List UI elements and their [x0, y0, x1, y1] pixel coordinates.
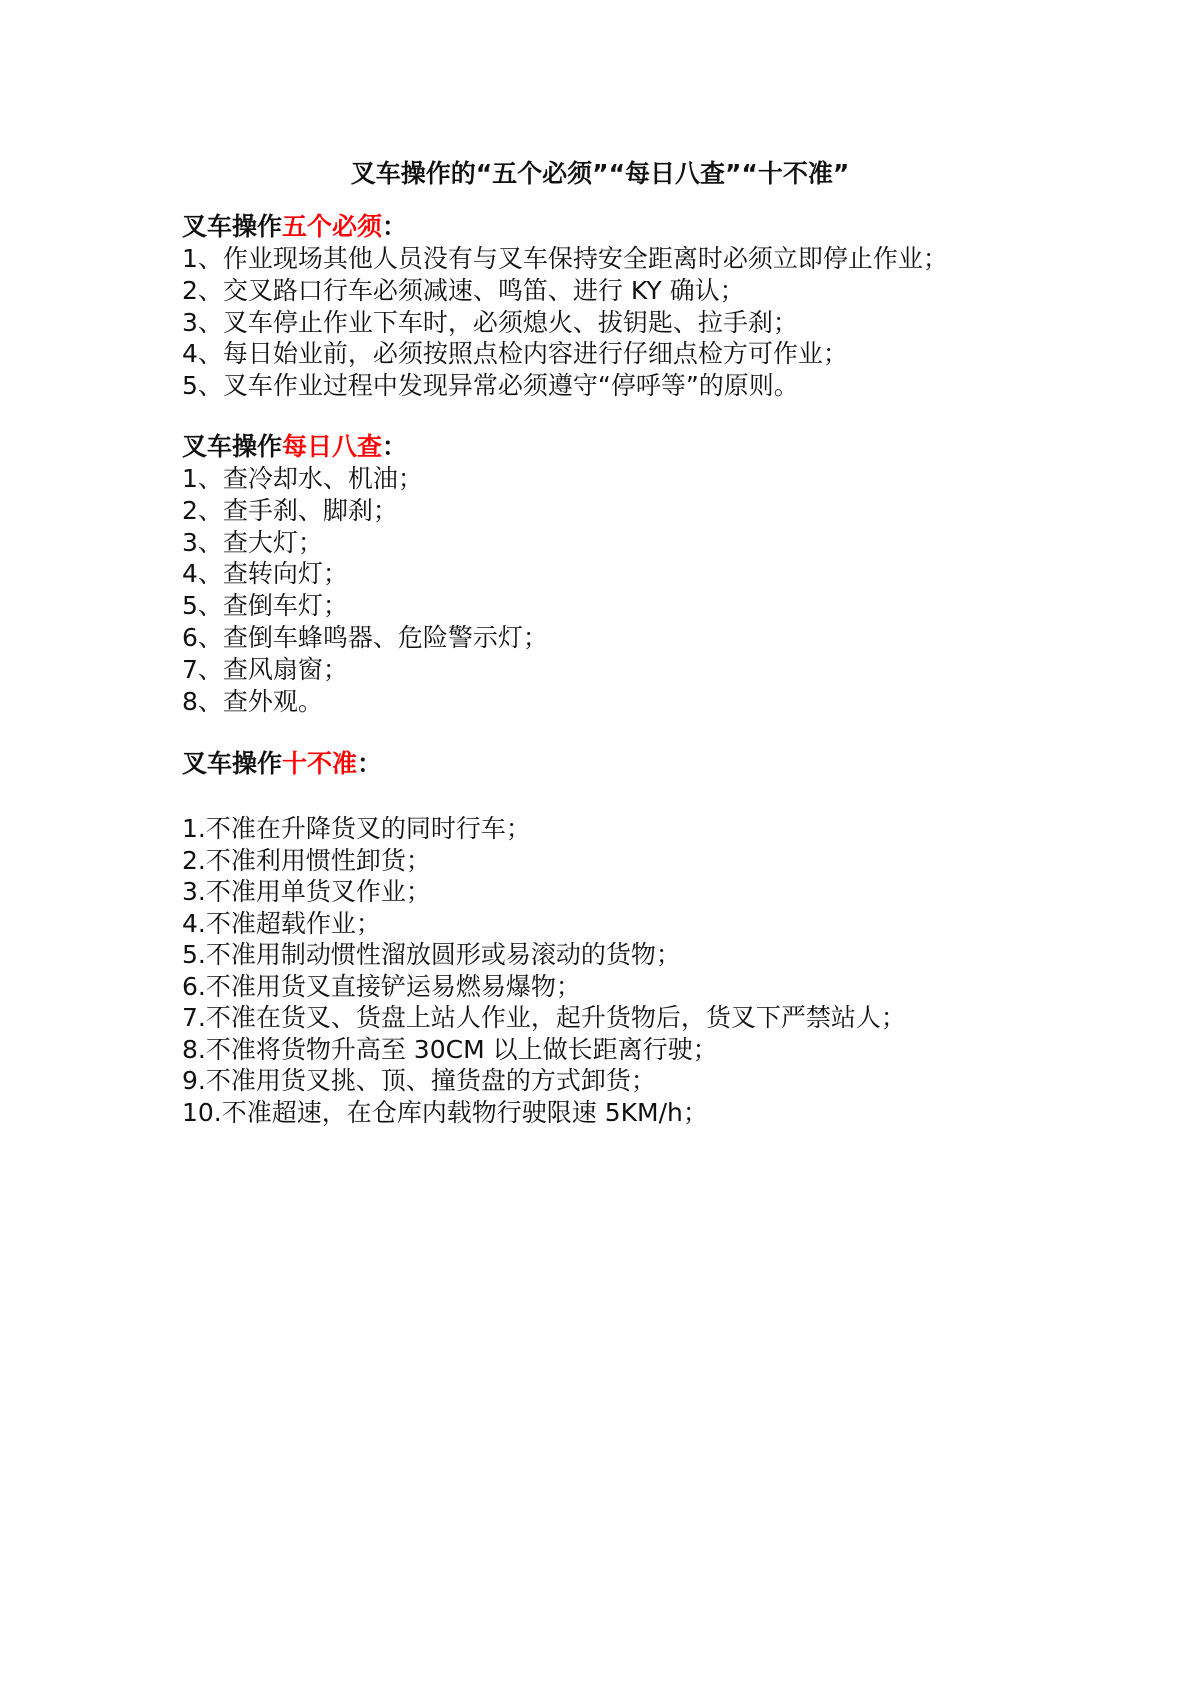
- list-item: 3.不准用单货叉作业；: [182, 877, 431, 906]
- list-item: 10.不准超速，在仓库内载物行驶限速 5KM/h；: [182, 1097, 708, 1127]
- list-item: 5.不准用制动惯性溜放圆形或易滚动的货物；: [182, 940, 681, 969]
- list-item: 9.不准用货叉挑、顶、撞货盘的方式卸货；: [182, 1066, 656, 1095]
- section-heading-ten-prohibitions: [182, 748, 1142, 780]
- section-daily-eight-checks: [182, 431, 1142, 717]
- list-item: 6、查倒车蜂鸣器、危险警示灯；: [182, 622, 548, 652]
- section-ten-prohibitions: [182, 813, 1142, 1128]
- list-item: 5、叉车作业过程中发现异常必须遵守“停呼等”的原则。: [182, 371, 799, 401]
- section-five-musts: [182, 211, 1142, 402]
- ten-prohibitions-list: [182, 813, 1142, 1128]
- list-item: 7、查风扇窗；: [182, 654, 348, 684]
- heading-accent: 十不准: [282, 749, 358, 778]
- five-musts-list: [182, 243, 1142, 402]
- list-item: 4.不准超载作业；: [182, 908, 381, 938]
- document-title: 叉车操作的“五个必须”“每日八查”“十不准”: [350, 159, 850, 188]
- heading-suffix: ：: [382, 432, 408, 461]
- list-item: 2.不准利用惯性卸货；: [182, 845, 431, 875]
- heading-suffix: ：: [382, 212, 408, 241]
- section-heading-five-musts: [182, 211, 1142, 243]
- list-item: 5、查倒车灯；: [182, 591, 348, 621]
- list-item: 1、查冷却水、机油；: [182, 464, 423, 493]
- list-item: 4、查转向灯；: [182, 559, 348, 589]
- heading-accent: 五个必须: [282, 212, 383, 241]
- list-item: 3、叉车停止作业下车时，必须熄火、拔钥匙、拉手刹；: [182, 307, 798, 337]
- section-ten-prohibitions-header: [182, 748, 1142, 780]
- list-item: 7.不准在货叉、货盘上站人作业，起升货物后，货叉下严禁站人；: [182, 1003, 906, 1032]
- list-item: 4、每日始业前，必须按照点检内容进行仔细点检方可作业；: [182, 339, 848, 369]
- list-item: 8、查外观。: [182, 686, 323, 716]
- list-item: 8.不准将货物升高至 30CM 以上做长距离行驶；: [182, 1034, 718, 1064]
- list-item: 2、查手刹、脚刹；: [182, 495, 398, 525]
- list-item: 2、交叉路口行车必须减速、鸣笛、进行 KY 确认；: [182, 275, 745, 305]
- list-item: 1.不准在升降货叉的同时行车；: [182, 814, 531, 843]
- heading-prefix: 叉车操作: [182, 749, 283, 778]
- list-item: 6.不准用货叉直接铲运易燃易爆物；: [182, 971, 581, 1001]
- daily-checks-list: [182, 463, 1142, 717]
- heading-suffix: ：: [357, 749, 383, 778]
- list-item: 1、作业现场其他人员没有与叉车保持安全距离时必须立即停止作业；: [182, 244, 948, 273]
- heading-prefix: 叉车操作: [182, 212, 283, 241]
- section-heading-daily-checks: [182, 431, 1142, 463]
- heading-prefix: 叉车操作: [182, 432, 283, 461]
- heading-accent: 每日八查: [282, 432, 383, 461]
- list-item: 3、查大灯；: [182, 527, 323, 557]
